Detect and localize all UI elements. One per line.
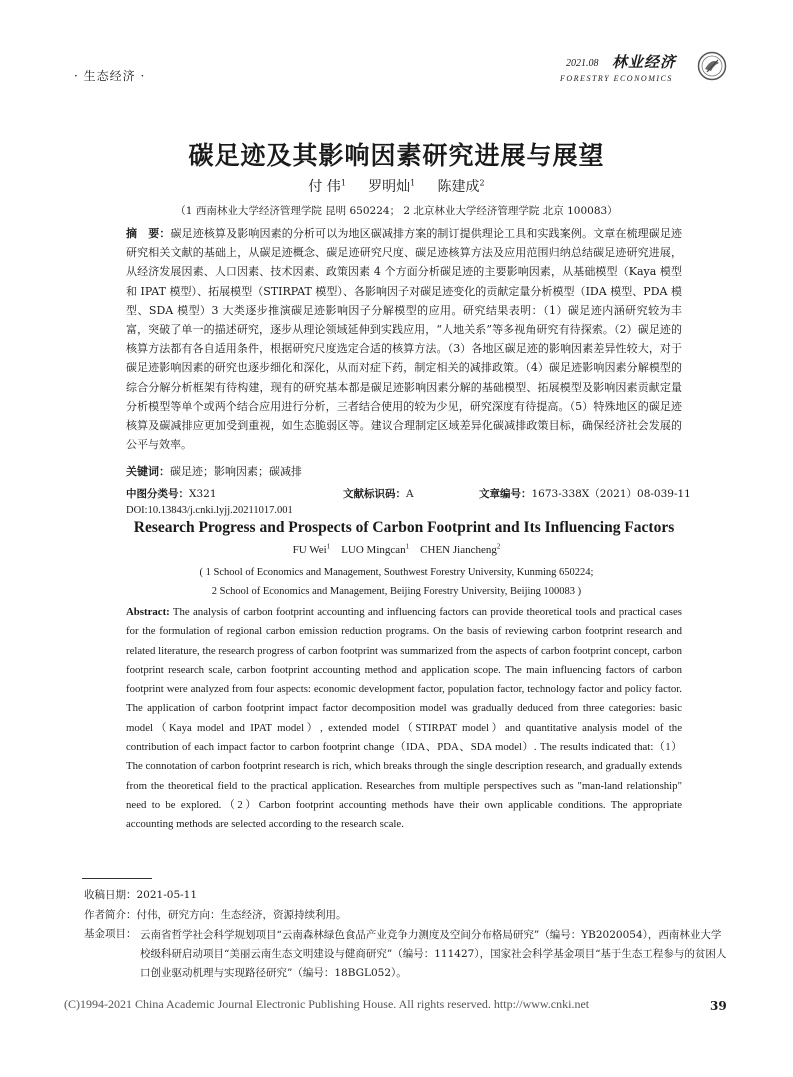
issue-date: 2021.08 (566, 58, 599, 69)
abstract-en-label: Abstract: (126, 606, 170, 618)
copyright-footer: (C)1994-2021 China Academic Journal Electronic Publishing House. All rights reserved. http://www.cnki.net (64, 997, 590, 1011)
journal-brand: 林业经济 (612, 53, 677, 71)
author-intro: 作者简介：付伟，研究方向：生态经济，资源持续利用。 (84, 909, 347, 921)
affiliation-en-1: ( 1 School of Economics and Management, Southwest Forestry University, Kunming 650224; (199, 567, 594, 578)
affiliation-en (0, 563, 793, 601)
author-3: 陈建成$^2$ (437, 178, 485, 195)
keywords (126, 463, 302, 479)
author-en-1: FU Wei$^1$ (292, 542, 331, 556)
footnote-divider (82, 878, 152, 879)
affiliation-en-2: 2 School of Economics and Management, Beijing Forestry University, Beijing 100083 ) (211, 586, 582, 597)
author-1: 付 伟$^1$ (308, 178, 346, 195)
authors-en (0, 542, 793, 556)
journal-logo-icon (697, 51, 727, 81)
author-en-3: CHEN Jiancheng$^2$ (420, 542, 501, 556)
page-title: 碳足迹及其影响因素研究进展与展望 (188, 141, 605, 170)
author-2: 罗明灿$^1$ (368, 178, 416, 195)
title-en: Research Progress and Prospects of Carbon Footprint and Its Influencing Factors (133, 519, 675, 536)
page-number: 39 (710, 999, 727, 1013)
document-code: 文献标识码：A (343, 488, 414, 500)
keywords-text: 碳足迹；影响因素；碳减排 (170, 465, 302, 478)
authors-cn (0, 176, 793, 196)
received-date: 收稿日期：2021-05-11 (84, 889, 198, 901)
abstract-cn-label: 摘 要： (126, 227, 171, 240)
journal-brand-en: FORESTRY ECONOMICS (560, 74, 673, 83)
abstract-en (126, 603, 682, 835)
abstract-en-text: The analysis of carbon footprint accounting and influencing factors can provide theoretical tools and practical cases for the formulation of regional carbon emission reduction programs. On the basis of reviewing carbon footprint research and related literature, the research progress of carbon footprint was summarized from the aspects of carbon footprint concept, carbon footprint research scale, carbon footprint accounting method and application scope. The main influencing factors of carbon footprint were analyzed from four aspects: economic development factor, population factor, technology factor and policy factor. The application of carbon footprint impact factor decomposition model was gradually deduced from three categories: basic model（Kaya model and IPAT model）, extended model（STIRPAT model）and quantitative analysis model of the contribution of each impact factor to carbon footprint change（IDA、PDA、SDA model）. The results indicated that:（1）The connotation of carbon footprint research is rich, which breaks through the single description research, and gradually extends from the theoretical field to the practical application. Researches from multiple perspectives such as "man-land relationship" need to be explored.（2）Carbon footprint accounting methods have their own applicable conditions. The appropriate accounting methods are selected according to the research scale. (126, 606, 682, 831)
section-label: · 生态经济 · (74, 69, 146, 83)
fund-label: 基金项目： (84, 928, 137, 940)
abstract-cn-text: 碳足迹核算及影响因素的分析可以为地区碳减排方案的制订提供理论工具和实践案例。文章在梳理碳足迹研究相关文献的基础上，从碳足迹概念、碳足迹研究尺度、碳足迹核算方法及应用范围归纳总结碳足迹研究进展，从经济发展因素、人口因素、技术因素、政策因素 4 个方面分析碳足迹的主要影响因素，从基础模型（Kaya 模型和 IPAT 模型）、拓展模型（STIRPAT 模型）、各影响因子对碳足迹变化的贡献定量分析模型（IDA 模型、PDA 模型、SDA 模型）3 大类逐步推演碳足迹影响因子分解模型的应用。研究结果表明：（1）碳足迹内涵研究较为丰富，突破了单一的描述研究，逐步从理论领域延伸到实践应用，“人地关系”等多视角研究有待探索。（2）碳足迹的核算方法都有各自适用条件，根据研究尺度选定合适的核算方法。（3）各地区碳足迹的影响因素差异性较大，对于碳足迹影响因素的研究也逐步细化和深化，从而对症下药，制定相关的减排政策。（4）碳足迹影响因素分解模型的综合分解分析框架有待构建，现有的研究基本都是碳足迹影响因素分解的基础模型、拓展模型及影响因素贡献定量分析模型等单个或两个结合应用进行分析，三者结合使用的较为少见，研究深度有待提高。（5）特殊地区的碳足迹核算及碳减排应更加受到重视，如生态脆弱区等。建议合理制定区域差异化碳减排政策目标，确保经济社会发展的公平与效率。 (126, 227, 683, 452)
doi: DOI:10.13843/j.cnki.lyjj.20211017.001 (126, 505, 293, 516)
fund-text: 云南省哲学社会科学规划项目“云南森林绿色食品产业竞争力测度及空间分布格局研究”（编号：YB2020054），西南林业大学校级科研启动项目“美丽云南生态文明建设与健商研究”（编号：111427），国家社会科学基金项目“基于生态工程参与的贫困人口创业驱动机理与实现路径研究”（编号：18BGL052）。 (140, 929, 727, 979)
article-number: 文章编号：1673-338X（2021）08-039-11 (479, 488, 691, 500)
abstract-cn (126, 224, 682, 454)
author-en-2: LUO Mingcan$^1$ (341, 542, 410, 556)
clc-number: 中图分类号：X321 (126, 488, 217, 500)
keywords-label: 关键词： (126, 465, 170, 478)
affiliation-cn: （1 西南林业大学经济管理学院 昆明 650224； 2 北京林业大学经济管理学院 北京 100083） (175, 205, 618, 217)
